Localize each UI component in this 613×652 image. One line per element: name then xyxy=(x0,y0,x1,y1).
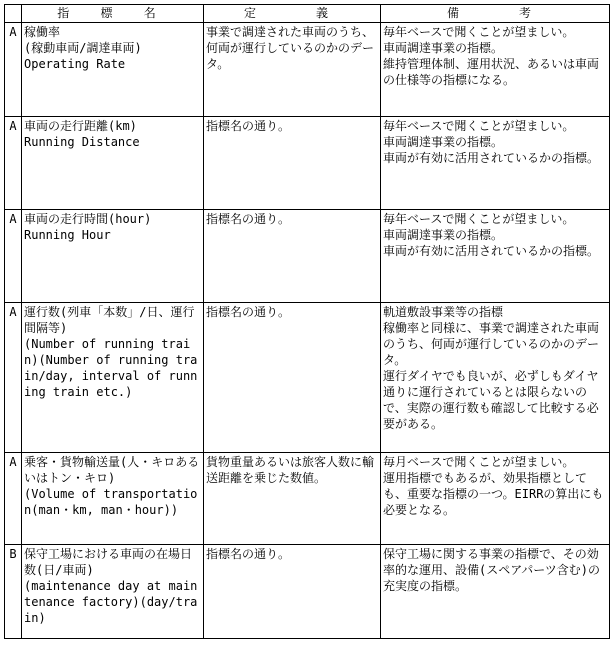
row-indicator-name xyxy=(22,545,204,639)
table-row xyxy=(5,545,610,639)
header-row xyxy=(5,5,610,23)
row-definition: 貨物重量あるいは旅客人数に輸送距離を乗じた数値。 xyxy=(204,453,381,545)
row-definition: 指標名の通り。 xyxy=(204,210,381,303)
indicator-name-line: (maintenance day at maintenance factory)(day/train) xyxy=(24,579,198,625)
row-indicator-name xyxy=(22,210,204,303)
row-category: A xyxy=(5,210,22,303)
row-indicator-name xyxy=(22,453,204,545)
header-category xyxy=(5,5,22,23)
remarks-line: 車両が有効に活用されているかの指標。 xyxy=(383,151,600,165)
row-category: A xyxy=(5,117,22,210)
row-remarks xyxy=(381,545,610,639)
indicator-name-line: 運行数(列車「本数」/日、運行間隔等) xyxy=(24,305,195,335)
indicator-name-line: (Volume of transportation(man・km, man・hour)) xyxy=(24,487,198,517)
remarks-line: 毎年ベースで聞くことが望ましい。 xyxy=(383,25,575,39)
header-indicator-name: 指 標 名 xyxy=(22,5,204,23)
indicator-name-line: 乗客・貨物輸送量(人・キロあるいはトン・キロ) xyxy=(24,455,200,485)
indicator-name-line: Running Hour xyxy=(24,228,111,242)
header-definition: 定 義 xyxy=(204,5,381,23)
indicator-name-line: Operating Rate xyxy=(24,57,126,71)
row-definition: 指標名の通り。 xyxy=(204,545,381,639)
row-indicator-name xyxy=(22,303,204,453)
row-definition: 指標名の通り。 xyxy=(204,303,381,453)
row-definition: 指標名の通り。 xyxy=(204,117,381,210)
indicator-name-line: (稼動車両/調達車両) xyxy=(24,41,142,55)
remarks-line: 毎年ベースで聞くことが望ましい。 xyxy=(383,212,575,226)
table-row xyxy=(5,453,610,545)
indicator-name-line: 車両の走行時間(hour) xyxy=(24,212,152,226)
remarks-line: 毎月ベースで聞くことが望ましい。 xyxy=(383,455,575,469)
indicator-table xyxy=(4,4,610,639)
row-category: B xyxy=(5,545,22,639)
indicator-name-line: Running Distance xyxy=(24,135,140,149)
remarks-line: 車両が有効に活用されているかの指標。 xyxy=(383,244,600,258)
header-remarks: 備 考 xyxy=(381,5,610,23)
indicator-name-line: 保守工場における車両の在場日数(日/車両) xyxy=(24,547,193,577)
remarks-line: 稼働率と同様に、事業で調達された車両のうち、何両が運行しているのかのデータ。 xyxy=(383,321,600,367)
indicator-name-line: (Number of running train)(Number of running train/day, interval of running train etc.) xyxy=(24,337,198,399)
remarks-line: 車両調達事業の指標。 xyxy=(383,41,504,55)
row-indicator-name xyxy=(22,23,204,117)
row-category: A xyxy=(5,23,22,117)
row-remarks xyxy=(381,453,610,545)
remarks-line: 毎年ベースで聞くことが望ましい。 xyxy=(383,119,575,133)
remarks-line: 保守工場に関する事業の指標で、その効率的な運用、設備(スペアパーツ含む)の充実度の指標。 xyxy=(383,547,601,593)
indicator-name-line: 車両の走行距離(km) xyxy=(24,119,137,133)
row-definition: 事業で調達された車両のうち、何両が運行しているのかのデータ。 xyxy=(204,23,381,117)
row-category: A xyxy=(5,453,22,545)
row-remarks xyxy=(381,210,610,303)
remarks-line: 軌道敷設事業等の指標 xyxy=(383,305,504,319)
row-indicator-name xyxy=(22,117,204,210)
table-row xyxy=(5,210,610,303)
table-row xyxy=(5,23,610,117)
row-category: A xyxy=(5,303,22,453)
table-row xyxy=(5,117,610,210)
row-remarks xyxy=(381,23,610,117)
indicator-name-line: 稼働率 xyxy=(24,25,61,39)
indicator-table-container xyxy=(4,4,610,639)
remarks-line: 車両調達事業の指標。 xyxy=(383,135,504,149)
row-remarks xyxy=(381,117,610,210)
remarks-line: 運行ダイヤでも良いが、必ずしもダイヤ通りに運行されているとは限らないので、実際の運行数も確認して比較する必要がある。 xyxy=(383,369,599,431)
row-remarks xyxy=(381,303,610,453)
remarks-line: 車両調達事業の指標。 xyxy=(383,228,504,242)
remarks-line: 運用指標でもあるが、効果指標としても、重要な指標の一つ。EIRRの算出にも必要となる。 xyxy=(383,471,604,517)
remarks-line: 維持管理体制、運用状況、あるいは車両の仕様等の指標になる。 xyxy=(383,57,600,87)
table-row xyxy=(5,303,610,453)
